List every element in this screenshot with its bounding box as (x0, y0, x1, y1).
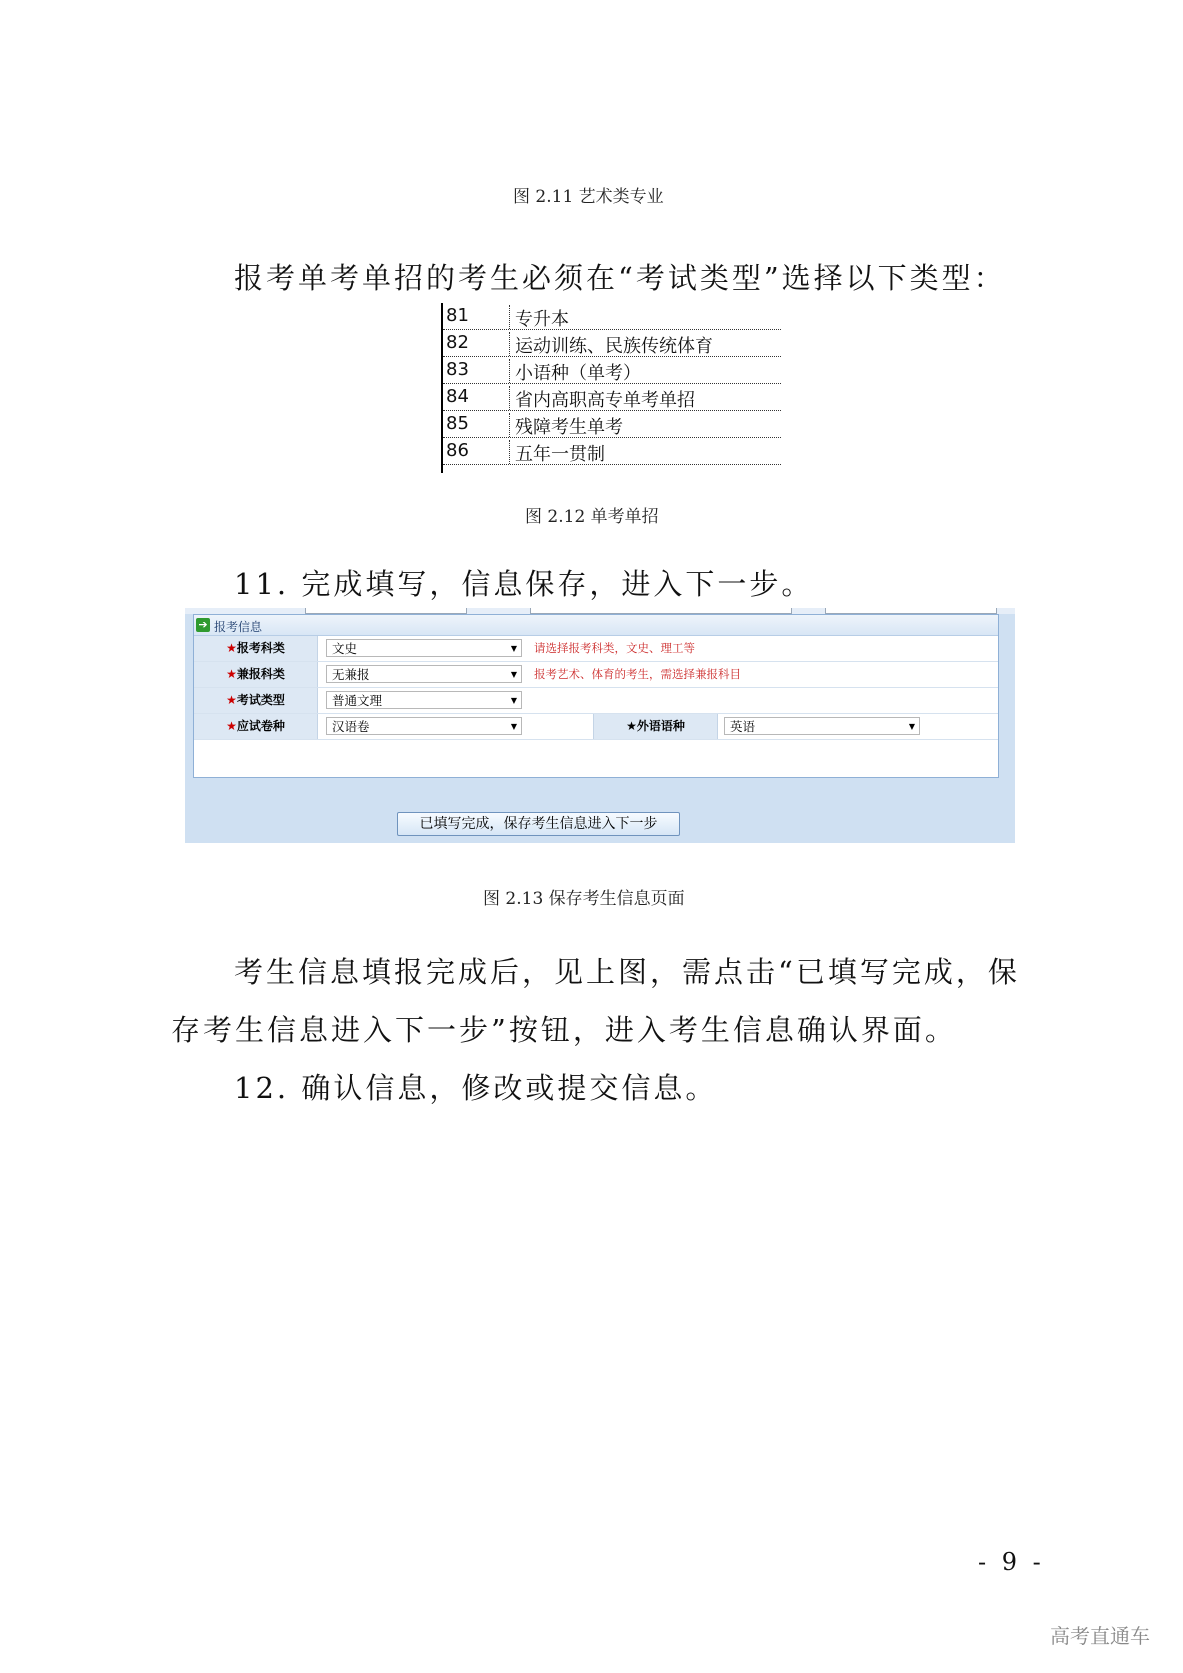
figure-2-12-caption: 图 2.12 单考单招 (525, 507, 659, 527)
watermark: 高考直通车 (1050, 1624, 1150, 1648)
table-row (443, 330, 781, 357)
paper-type-select[interactable] (326, 717, 522, 735)
required-star-icon: ★ (226, 667, 237, 681)
field-label (194, 688, 318, 713)
exam-type-select[interactable] (326, 691, 522, 709)
table-cell-name: 残障考生单考 (515, 417, 623, 438)
paragraph-line-1: 考生信息填报完成后，见上图，需点击“已填写完成，保 (234, 955, 1020, 989)
field-hint: 请选择报考科类，文史、理工等 (534, 641, 695, 655)
table-cell-code: 83 (446, 359, 510, 383)
table-row (443, 303, 781, 330)
form-panel (193, 614, 999, 778)
page-number: - 9 - (978, 1548, 1045, 1576)
table-cell-name: 小语种（单考） (515, 363, 641, 384)
table-cell-code: 85 (446, 413, 510, 437)
select-value: 汉语卷 (332, 719, 370, 734)
field-label (194, 714, 318, 739)
field-label-text: 报考科类 (236, 641, 285, 655)
select-value: 普通文理 (332, 693, 383, 708)
field-label-text: 兼报科类 (236, 667, 285, 681)
field-label-text: 应试卷种 (236, 719, 285, 733)
figure-2-11-caption: 图 2.11 艺术类专业 (513, 187, 664, 207)
table-row (443, 384, 781, 411)
field-label (194, 662, 318, 687)
foreign-language-label (593, 714, 718, 739)
table-row (443, 357, 781, 384)
paragraph-line-2: 存考生信息进入下一步”按钮，进入考生信息确认界面。 (171, 1013, 957, 1047)
required-star-icon: ★ (226, 719, 237, 733)
table-cell-name: 省内高职高专单考单招 (515, 390, 695, 411)
table-cell-code: 86 (446, 440, 510, 464)
table-cell-code: 82 (446, 332, 510, 356)
required-star-icon: ★ (226, 693, 237, 707)
field-hint: 报考艺术、体育的考生，需选择兼报科目 (534, 667, 741, 681)
dropdown-arrow-icon[interactable]: ▼ (510, 670, 517, 679)
required-star-icon: ★ (626, 719, 637, 733)
table-cell-name: 五年一贯制 (515, 444, 605, 465)
secondary-category-select[interactable] (326, 665, 522, 683)
exam-type-table (441, 303, 781, 473)
field-label-text: 考试类型 (236, 693, 285, 707)
table-cell-code: 81 (446, 305, 510, 329)
select-value: 文史 (332, 641, 358, 656)
field-label-text: 外语语种 (636, 719, 685, 733)
foreign-language-select[interactable] (724, 717, 920, 735)
dropdown-arrow-icon[interactable]: ▼ (908, 722, 915, 731)
table-cell-name: 运动训练、民族传统体育 (515, 336, 713, 357)
section-title: 报考信息 (214, 620, 263, 634)
required-star-icon: ★ (226, 641, 237, 655)
section-header (194, 615, 998, 636)
select-value: 无兼报 (332, 667, 370, 682)
table-cell-code: 84 (446, 386, 510, 410)
form-screenshot (185, 608, 1015, 843)
figure-2-13-caption: 图 2.13 保存考生信息页面 (483, 889, 685, 909)
step-12-heading: 12. 确认信息，修改或提交信息。 (234, 1071, 718, 1105)
table-cell-name: 专升本 (515, 309, 569, 330)
intro-paragraph: 报考单考单招的考生必须在“考试类型”选择以下类型： (234, 261, 1006, 295)
form-row-exam-type (194, 688, 998, 714)
arrow-right-icon: ➔ (196, 618, 210, 632)
dropdown-arrow-icon[interactable]: ▼ (510, 722, 517, 731)
save-and-next-button[interactable]: 已填写完成，保存考生信息进入下一步 (397, 812, 680, 836)
field-label (194, 636, 318, 661)
form-row-subject-category (194, 636, 998, 662)
table-row (443, 411, 781, 438)
dropdown-arrow-icon[interactable]: ▼ (510, 644, 517, 653)
subject-category-select[interactable] (326, 639, 522, 657)
step-11-heading: 11. 完成填写，信息保存，进入下一步。 (234, 567, 814, 601)
table-row (443, 438, 781, 465)
form-row-secondary-category (194, 662, 998, 688)
form-row-paper-type (194, 714, 998, 740)
dropdown-arrow-icon[interactable]: ▼ (510, 696, 517, 705)
select-value: 英语 (730, 719, 756, 734)
